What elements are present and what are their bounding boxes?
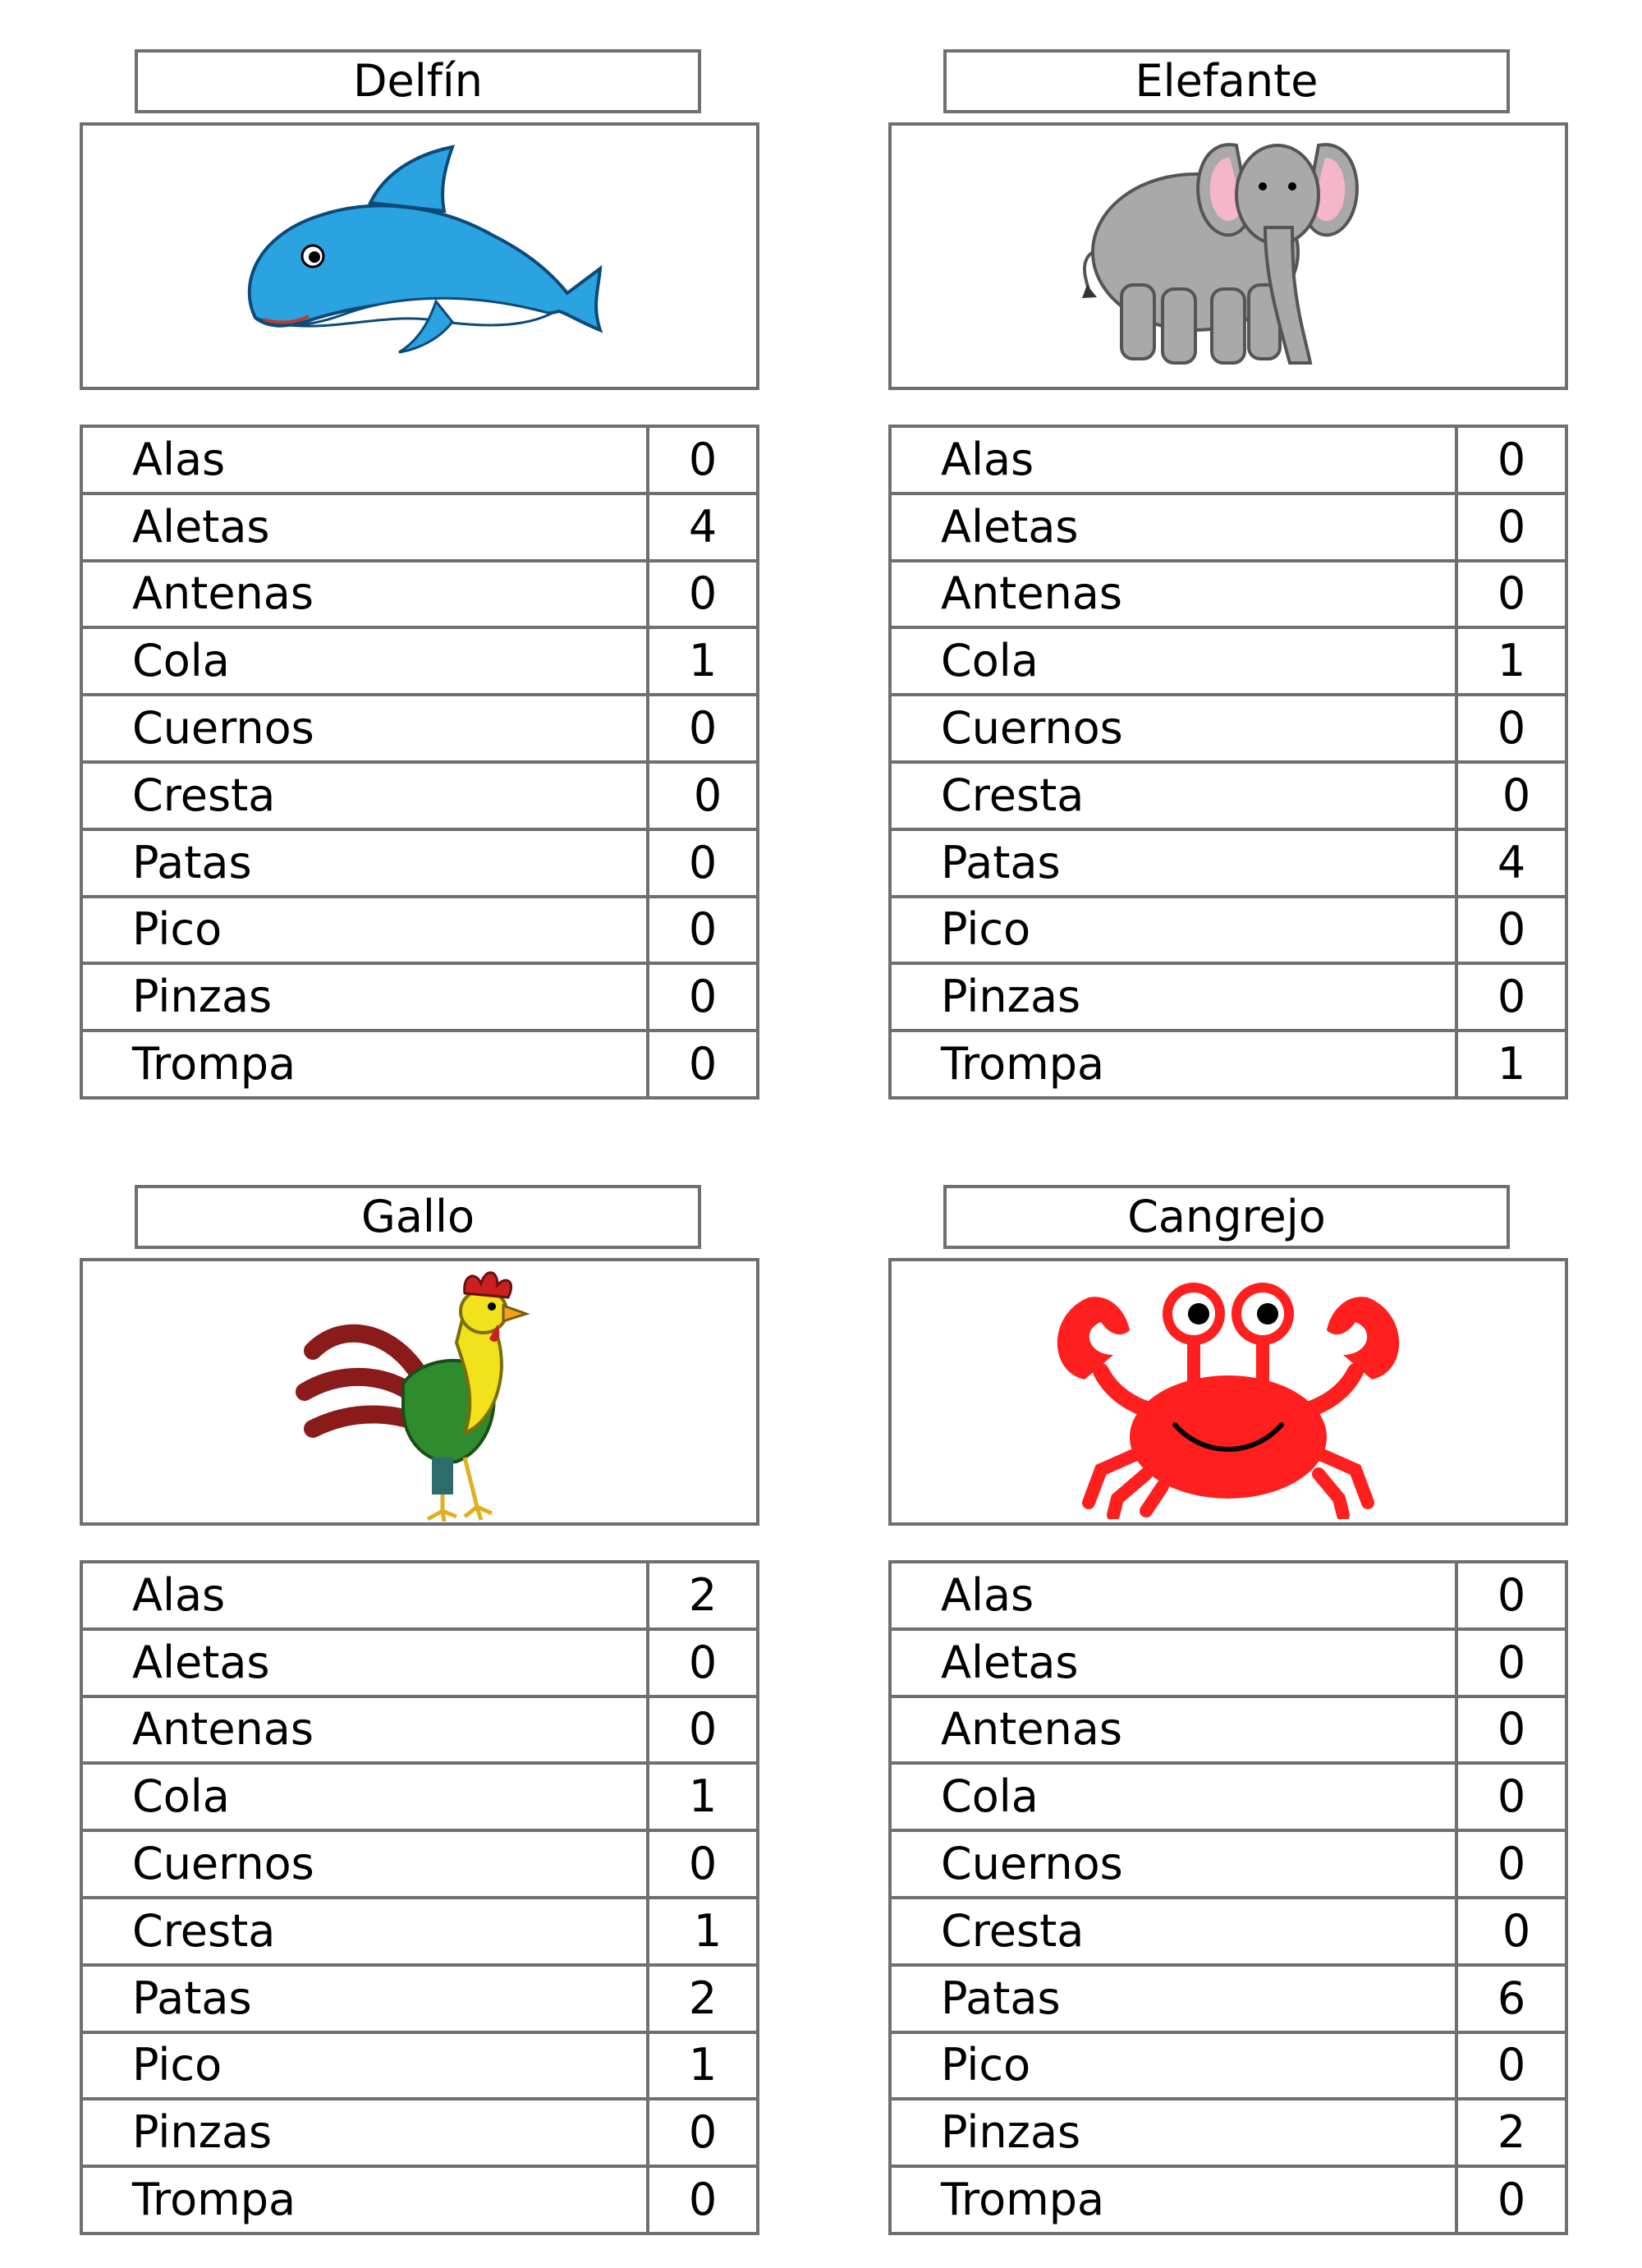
table-row xyxy=(890,1031,1566,1098)
table-row xyxy=(890,897,1566,964)
attribute-label: Pinzas xyxy=(890,2099,1456,2166)
table-row xyxy=(81,695,758,762)
animal-picture-frame xyxy=(80,1258,759,1526)
attribute-label: Antenas xyxy=(890,1696,1456,1764)
table-row xyxy=(890,2166,1566,2234)
attribute-label: Pinzas xyxy=(81,963,648,1031)
attribute-count: 1 xyxy=(648,1763,758,1830)
attribute-label: Alas xyxy=(890,1562,1456,1629)
table-row xyxy=(81,1830,758,1898)
attribute-count: 6 xyxy=(1456,1965,1566,2032)
attribute-count: 0 xyxy=(648,829,758,897)
table-row xyxy=(890,627,1566,695)
attribute-count: 0 xyxy=(648,2099,758,2166)
attribute-count: 0 xyxy=(1456,2032,1566,2100)
attribute-label: Pinzas xyxy=(890,963,1456,1031)
attribute-count: 0 xyxy=(648,2166,758,2234)
attribute-count: 0 xyxy=(1456,695,1566,762)
table-row xyxy=(890,1696,1566,1764)
attribute-count: 0 xyxy=(648,963,758,1031)
table-row xyxy=(890,2099,1566,2166)
table-row xyxy=(81,762,758,829)
table-row xyxy=(81,963,758,1031)
attribute-count: 1 xyxy=(648,1898,758,1965)
attribute-count: 0 xyxy=(1456,426,1566,494)
attribute-label: Cuernos xyxy=(81,695,648,762)
table-row xyxy=(890,762,1566,829)
attributes-table xyxy=(888,1560,1568,2235)
attribute-count: 4 xyxy=(648,494,758,561)
attribute-count: 0 xyxy=(1456,963,1566,1031)
table-row xyxy=(890,1965,1566,2032)
attribute-label: Patas xyxy=(81,1965,648,2032)
attributes-table xyxy=(80,425,759,1100)
attribute-label: Aletas xyxy=(81,494,648,561)
table-row xyxy=(81,897,758,964)
attribute-label: Cuernos xyxy=(81,1830,648,1898)
attribute-count: 0 xyxy=(648,1629,758,1696)
attribute-label: Cola xyxy=(890,1763,1456,1830)
attribute-count: 1 xyxy=(1456,1031,1566,1098)
attribute-label: Cuernos xyxy=(890,1830,1456,1898)
attribute-label: Antenas xyxy=(890,561,1456,628)
table-row xyxy=(81,561,758,628)
table-row xyxy=(890,426,1566,494)
table-row xyxy=(890,695,1566,762)
attribute-label: Cresta xyxy=(81,1898,648,1965)
attribute-label: Cuernos xyxy=(890,695,1456,762)
table-row xyxy=(81,2099,758,2166)
attribute-label: Cresta xyxy=(890,762,1456,829)
card-title: Gallo xyxy=(135,1185,701,1249)
attribute-label: Aletas xyxy=(890,1629,1456,1696)
table-row xyxy=(890,1830,1566,1898)
attribute-count: 0 xyxy=(1456,561,1566,628)
attribute-label: Aletas xyxy=(81,1629,648,1696)
attribute-label: Cresta xyxy=(81,762,648,829)
table-row xyxy=(890,829,1566,897)
attribute-label: Patas xyxy=(81,829,648,897)
attribute-count: 1 xyxy=(648,2032,758,2100)
attribute-count: 1 xyxy=(1456,627,1566,695)
table-row xyxy=(81,1898,758,1965)
attribute-label: Trompa xyxy=(890,1031,1456,1098)
attribute-label: Pico xyxy=(81,2032,648,2100)
table-row xyxy=(890,1629,1566,1696)
table-row xyxy=(890,2032,1566,2100)
animal-picture-frame xyxy=(80,122,759,390)
attribute-label: Aletas xyxy=(890,494,1456,561)
attribute-label: Pico xyxy=(890,2032,1456,2100)
attribute-count: 0 xyxy=(648,1031,758,1098)
attribute-count: 0 xyxy=(648,561,758,628)
attribute-count: 0 xyxy=(1456,1763,1566,1830)
attribute-label: Cola xyxy=(890,627,1456,695)
rooster-illustration xyxy=(280,1260,559,1523)
table-row xyxy=(81,829,758,897)
attribute-label: Alas xyxy=(81,426,648,494)
table-row xyxy=(890,494,1566,561)
attribute-count: 0 xyxy=(1456,762,1566,829)
attribute-count: 0 xyxy=(1456,1830,1566,1898)
table-row xyxy=(81,494,758,561)
dolphin-illustration xyxy=(206,137,633,375)
attribute-label: Pico xyxy=(81,897,648,964)
animal-picture-frame xyxy=(888,1258,1568,1526)
table-row xyxy=(81,426,758,494)
attribute-label: Alas xyxy=(81,1562,648,1629)
attribute-count: 2 xyxy=(1456,2099,1566,2166)
attribute-label: Cresta xyxy=(890,1898,1456,1965)
crab-illustration xyxy=(1023,1265,1433,1519)
table-row xyxy=(81,2032,758,2100)
attribute-count: 0 xyxy=(648,897,758,964)
attributes-table xyxy=(888,425,1568,1100)
attribute-label: Pinzas xyxy=(81,2099,648,2166)
table-row xyxy=(81,1562,758,1629)
attribute-count: 0 xyxy=(648,762,758,829)
table-row xyxy=(81,2166,758,2234)
table-row xyxy=(81,1031,758,1098)
attribute-count: 0 xyxy=(1456,1696,1566,1764)
table-row xyxy=(890,1898,1566,1965)
attribute-label: Pico xyxy=(890,897,1456,964)
table-row xyxy=(890,1562,1566,1629)
attribute-label: Alas xyxy=(890,426,1456,494)
attribute-count: 2 xyxy=(648,1965,758,2032)
attribute-label: Trompa xyxy=(81,2166,648,2234)
attribute-count: 0 xyxy=(1456,494,1566,561)
attribute-label: Antenas xyxy=(81,1696,648,1764)
table-row xyxy=(81,1629,758,1696)
elephant-illustration xyxy=(1072,129,1384,383)
attribute-count: 0 xyxy=(1456,897,1566,964)
table-row xyxy=(81,1763,758,1830)
attribute-count: 0 xyxy=(1456,1562,1566,1629)
table-row xyxy=(890,1763,1566,1830)
attribute-count: 0 xyxy=(1456,1898,1566,1965)
attribute-count: 0 xyxy=(648,695,758,762)
attribute-count: 4 xyxy=(1456,829,1566,897)
attribute-label: Patas xyxy=(890,829,1456,897)
attribute-count: 0 xyxy=(648,426,758,494)
attribute-label: Patas xyxy=(890,1965,1456,2032)
table-row xyxy=(81,627,758,695)
attribute-count: 0 xyxy=(1456,1629,1566,1696)
attribute-count: 0 xyxy=(648,1830,758,1898)
card-title: Cangrejo xyxy=(943,1185,1510,1249)
attribute-count: 2 xyxy=(648,1562,758,1629)
table-row xyxy=(81,1965,758,2032)
attribute-label: Trompa xyxy=(81,1031,648,1098)
attribute-label: Antenas xyxy=(81,561,648,628)
attributes-table xyxy=(80,1560,759,2235)
table-row xyxy=(890,963,1566,1031)
animal-picture-frame xyxy=(888,122,1568,390)
table-row xyxy=(81,1696,758,1764)
card-title: Delfín xyxy=(135,49,701,113)
attribute-count: 0 xyxy=(648,1696,758,1764)
attribute-count: 1 xyxy=(648,627,758,695)
attribute-count: 0 xyxy=(1456,2166,1566,2234)
table-row xyxy=(890,561,1566,628)
attribute-label: Trompa xyxy=(890,2166,1456,2234)
attribute-label: Cola xyxy=(81,1763,648,1830)
attribute-label: Cola xyxy=(81,627,648,695)
card-title: Elefante xyxy=(943,49,1510,113)
